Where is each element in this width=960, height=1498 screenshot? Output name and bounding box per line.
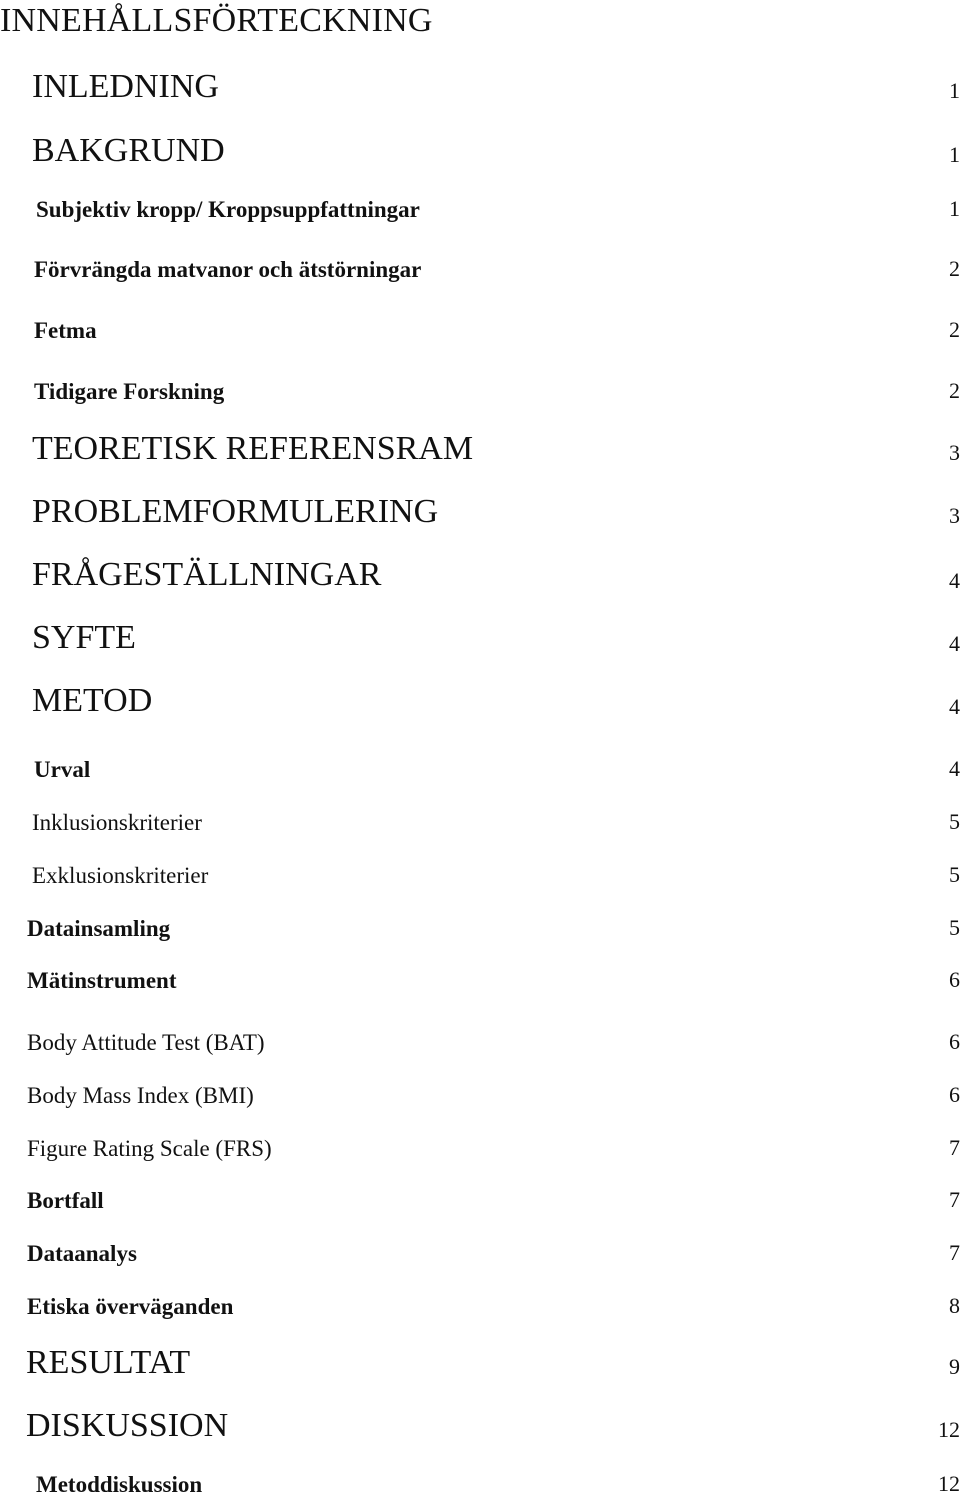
- toc-entry-page: 1: [949, 78, 960, 103]
- toc-entry-page: 5: [949, 915, 960, 940]
- toc-entry-page: 8: [949, 1293, 960, 1318]
- toc-entry-label: Body Attitude Test (BAT): [27, 1030, 265, 1055]
- toc-entry-page: 3: [949, 440, 960, 465]
- toc-entry-label: SYFTE: [32, 619, 136, 656]
- toc-entry-page: 6: [949, 1029, 960, 1054]
- toc-entry-label: Mätinstrument: [27, 968, 177, 993]
- toc-entry-page: 12: [938, 1471, 960, 1496]
- toc-entry-page: 5: [949, 809, 960, 834]
- toc-entry-page: 1: [949, 196, 960, 221]
- toc-entry-page: 2: [949, 256, 960, 281]
- toc-entry-label: RESULTAT: [26, 1344, 191, 1381]
- toc-entry-page: 9: [949, 1354, 960, 1379]
- toc-entry-label: INLEDNING: [32, 68, 219, 105]
- toc-entry-label: Etiska överväganden: [27, 1294, 234, 1319]
- toc-entry-page: 7: [949, 1135, 960, 1160]
- toc-entry-page: 2: [949, 378, 960, 403]
- toc-entry-label: Figure Rating Scale (FRS): [27, 1136, 272, 1161]
- toc-entry-page: 12: [938, 1417, 960, 1442]
- toc-entry-label: Urval: [34, 757, 91, 782]
- toc-entry-label: Inklusionskriterier: [32, 810, 202, 835]
- toc-entry-label: Body Mass Index (BMI): [27, 1083, 254, 1108]
- toc-entry-page: 3: [949, 503, 960, 528]
- toc-entry-label: METOD: [32, 682, 153, 719]
- toc-entry-page: 4: [949, 694, 960, 719]
- toc-entry-label: BAKGRUND: [32, 132, 225, 169]
- toc-entry-label: Tidigare Forskning: [34, 379, 225, 404]
- toc-entry-label: Subjektiv kropp/ Kroppsuppfattningar: [36, 197, 420, 222]
- toc-entry-label: Exklusionskriterier: [32, 863, 209, 888]
- toc-entry-label: Dataanalys: [27, 1241, 137, 1266]
- toc-entry-label: Datainsamling: [27, 916, 171, 941]
- toc-entry-page: 4: [949, 631, 960, 656]
- toc-entry-page: 2: [949, 317, 960, 342]
- toc-entry-page: 6: [949, 1082, 960, 1107]
- toc-entry-label: Fetma: [34, 318, 97, 343]
- toc-entry-label: Bortfall: [27, 1188, 104, 1213]
- toc-entry-page: 7: [949, 1187, 960, 1212]
- toc-entry-label: TEORETISK REFERENSRAM: [32, 430, 474, 467]
- toc-entry-label: PROBLEMFORMULERING: [32, 493, 439, 530]
- toc-entry-label: DISKUSSION: [26, 1407, 229, 1444]
- toc-entry-page: 4: [949, 756, 960, 781]
- toc-entry-page: 6: [949, 967, 960, 992]
- toc-entry-label: FRÅGESTÄLLNINGAR: [32, 556, 382, 593]
- toc-title: INNEHÅLLSFÖRTECKNING: [0, 2, 433, 39]
- toc-entry-page: 7: [949, 1240, 960, 1265]
- toc-entry-page: 5: [949, 862, 960, 887]
- toc-entry-label: Metoddiskussion: [36, 1472, 203, 1497]
- toc-entry-label: Förvrängda matvanor och ätstörningar: [34, 257, 422, 282]
- toc-entry-page: 4: [949, 568, 960, 593]
- toc-entry-page: 1: [949, 142, 960, 167]
